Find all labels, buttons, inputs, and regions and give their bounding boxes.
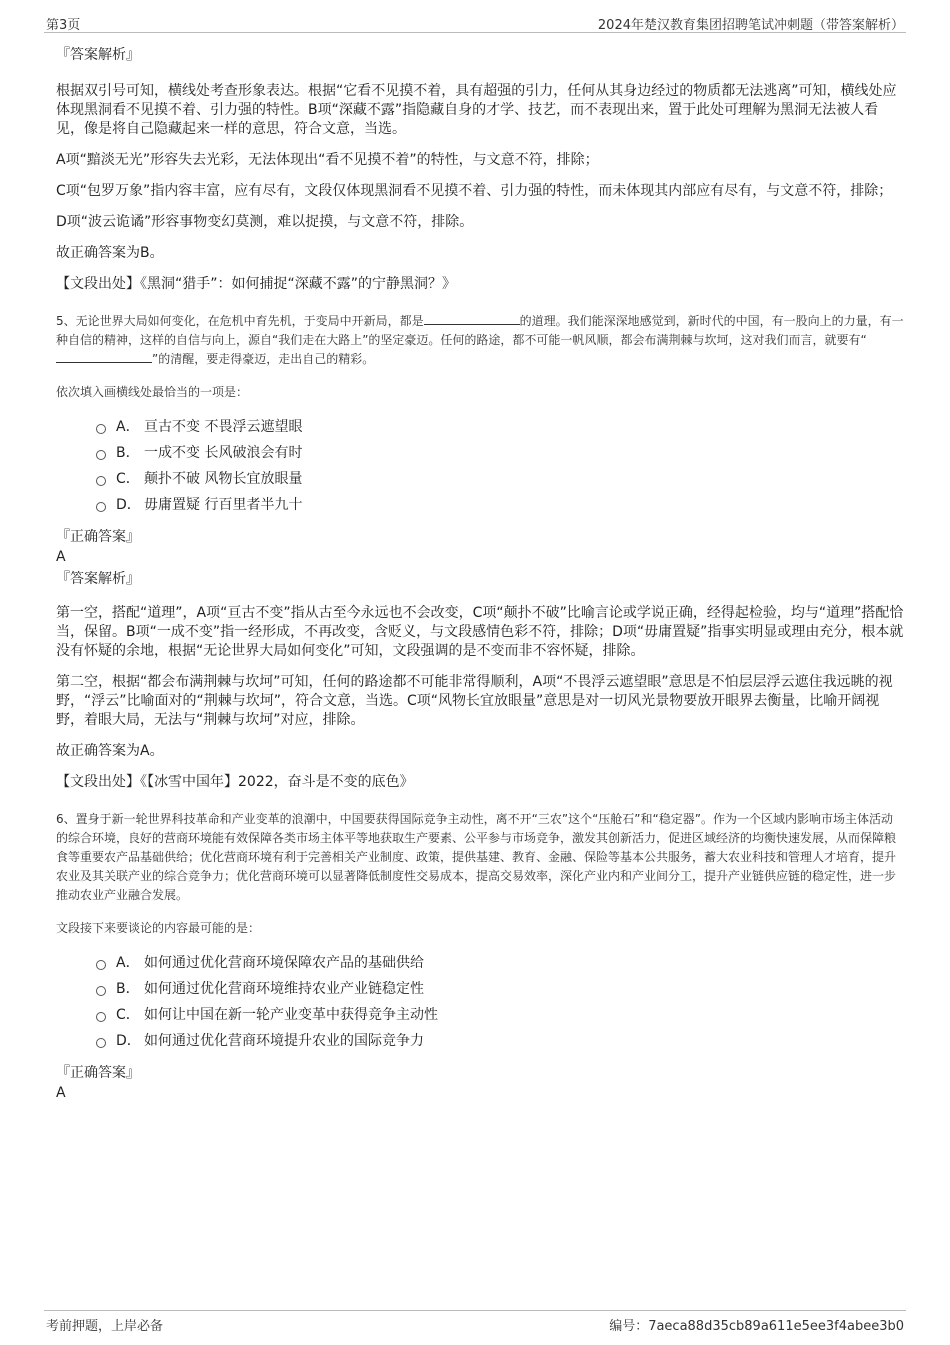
option-key: C． <box>116 1007 140 1023</box>
footer-slogan: 考前押题，上岸必备 <box>46 1319 164 1334</box>
q5-analysis-para: 第二空，根据“都会布满荆棘与坎坷”可知，任何的路途都不可能非常得顺利，A项“不畏浮云遮望眼”意思是不怕层层浮云遮住我远眺的视野，“浮云”比喻面对的“荆棘与坎坷”，符合文意，当选。C项“风物长宜放眼量”意思是对一切风光景物要放开眼界去衡量，比喻开阔视野，着眼大局，无法与“荆棘与坎坷”对应，排除。 <box>56 674 893 728</box>
q6-prompt: 文段接下来要谈论的内容最可能的是： <box>56 921 261 935</box>
document-title: 2024年楚汉教育集团招聘笔试冲刺题（带答案解析） <box>597 18 904 33</box>
radio-icon[interactable] <box>96 476 106 486</box>
radio-icon[interactable] <box>96 1038 106 1048</box>
q6-answer-tag: 『正确答案』 <box>56 1065 140 1081</box>
q4-analysis-section <box>56 44 904 294</box>
page-content <box>56 44 904 1104</box>
q4-analysis-tag: 『答案解析』 <box>56 47 140 63</box>
page-footer <box>44 1310 906 1335</box>
q5-options <box>96 414 904 518</box>
option-text: 颠扑不破 风物长宜放眼量 <box>144 471 303 487</box>
radio-icon[interactable] <box>96 986 106 996</box>
option-text: 如何通过优化营商环境提升农业的国际竞争力 <box>144 1033 424 1049</box>
q5-analysis-para: 第一空，搭配“道理”，A项“亘古不变”指从古至今永远也不会改变，C项“颠扑不破”比喻言论或学说正确，经得起检验，均与“道理”搭配恰当，保留。B项“一成不变”指一经形成，不再改变，含贬义，与文段感情色彩不符，排除；D项“毋庸置疑”指事实明显或理由充分，根本就没有怀疑的余地，根据“无论世界大局如何变化”可知，文段强调的是不变而非不容怀疑，排除。 <box>56 605 904 659</box>
page-number: 第3页 <box>46 18 81 33</box>
q6-options <box>96 950 904 1054</box>
option-key: B． <box>116 981 140 997</box>
q4-analysis-para: 根据双引号可知，横线处考查形象表达。根据“它看不见摸不着，具有超强的引力，任何从其身边经过的物质都无法逃离”可知，横线处应体现黑洞看不见摸不着、引力强的特性。B项“深藏不露”指隐藏自身的才学、技艺，而不表现出来，置于此处可理解为黑洞无法被人看见，像是将自己隐藏起来一样的意思，符合文意，当选。 <box>56 83 897 137</box>
q5-stem <box>56 312 904 369</box>
document-id: 编号：7aeca88d35cb89a611e5ee3f4abee3b0 <box>609 1319 904 1334</box>
option-key: A． <box>116 419 140 435</box>
q4-analysis-para: D项“波云诡谲”形容事物变幻莫测，难以捉摸，与文意不符，排除。 <box>56 214 474 230</box>
option-text: 如何通过优化营商环境保障农产品的基础供给 <box>144 955 424 971</box>
q5-stem-part: 5、无论世界大局如何变化，在危机中育先机，于变局中开新局，都是 <box>56 314 424 328</box>
q5-stem-part: ”的清醒，要走得豪迈，走出自己的精彩。 <box>152 352 375 366</box>
q5-blank-1 <box>424 312 520 325</box>
q4-analysis-para: A项“黯淡无光”形容失去光彩，无法体现出“看不见摸不着”的特性，与文意不符，排除； <box>56 152 599 168</box>
option-key: B． <box>116 445 140 461</box>
radio-icon[interactable] <box>96 502 106 512</box>
option-key: D． <box>116 497 141 513</box>
q6-answer: A <box>56 1085 66 1101</box>
q5-answer-tag: 『正确答案』 <box>56 529 140 545</box>
q4-analysis-para: C项“包罗万象”指内容丰富，应有尽有，文段仅体现黑洞看不见摸不着、引力强的特性，而未体现其内部应有尽有，与文意不符，排除； <box>56 183 893 199</box>
q6-stem: 6、置身于新一轮世界科技革命和产业变革的浪潮中，中国要获得国际竞争主动性，离不开“三农”这个“压舱石”和“稳定器”。作为一个区域内影响市场主体活动的综合环境，良好的营商环境能有效保障各类市场主体平等地获取生产要素、公平参与市场竞争，激发其创新活力，促进区域经济的均衡快速发展，从而保障粮食等重要农产品基础供给；优化营商环境有利于完善相关产业制度、政策，提供基建、教育、金融、保险等基本公共服务，蓄大农业科技和管理人才培育，提升农业及其关联产业的综合竞争力；优化营商环境可以显著降低制度性交易成本，提高交易效率，深化产业内和产业间分工，提升产业链供应链的稳定性，进一步推动农业产业融合发展。 <box>56 812 897 902</box>
option-text: 毋庸置疑 行百里者半九十 <box>144 497 303 513</box>
option-text: 如何让中国在新一轮产业变革中获得竞争主动性 <box>144 1007 438 1023</box>
q6-option-a[interactable] <box>96 950 904 976</box>
radio-icon[interactable] <box>96 1012 106 1022</box>
option-key: C． <box>116 471 140 487</box>
page-header <box>44 8 906 33</box>
option-text: 如何通过优化营商环境维持农业产业链稳定性 <box>144 981 424 997</box>
q5-blank-2 <box>56 350 152 363</box>
option-text: 一成不变 长风破浪会有时 <box>144 445 303 461</box>
q5-option-a[interactable] <box>96 414 904 440</box>
radio-icon[interactable] <box>96 450 106 460</box>
option-key: A． <box>116 955 140 971</box>
radio-icon[interactable] <box>96 960 106 970</box>
q5-option-d[interactable] <box>96 492 904 518</box>
q4-source: 【文段出处】《黑洞“猎手”：如何捕捉“深藏不露”的宁静黑洞？》 <box>56 276 457 292</box>
q5-option-c[interactable] <box>96 466 904 492</box>
q6-option-c[interactable] <box>96 1002 904 1028</box>
question-5 <box>56 312 904 792</box>
radio-icon[interactable] <box>96 424 106 434</box>
question-6 <box>56 810 904 1102</box>
q4-conclusion: 故正确答案为B。 <box>56 245 164 261</box>
q5-stem-part: 的道理。我们能深深地感觉到，新时代的中国，有一股向上的力量，有一种自信的精神，这样的自信与向上，源自“我们走在大路上”的坚定豪迈。任何的路途，都不可能一帆风顺，都会布满荆棘与坎坷，这对我们而言，就要有“ <box>56 314 904 347</box>
q5-option-b[interactable] <box>96 440 904 466</box>
q6-option-d[interactable] <box>96 1028 904 1054</box>
option-key: D． <box>116 1033 141 1049</box>
q5-analysis-tag: 『答案解析』 <box>56 571 140 587</box>
q5-source: 【文段出处】《【冰雪中国年】2022，奋斗是不变的底色》 <box>56 774 414 790</box>
q6-option-b[interactable] <box>96 976 904 1002</box>
q5-answer: A <box>56 549 66 565</box>
option-text: 亘古不变 不畏浮云遮望眼 <box>144 419 303 435</box>
q5-conclusion: 故正确答案为A。 <box>56 743 164 759</box>
q5-prompt: 依次填入画横线处最恰当的一项是： <box>56 385 249 399</box>
